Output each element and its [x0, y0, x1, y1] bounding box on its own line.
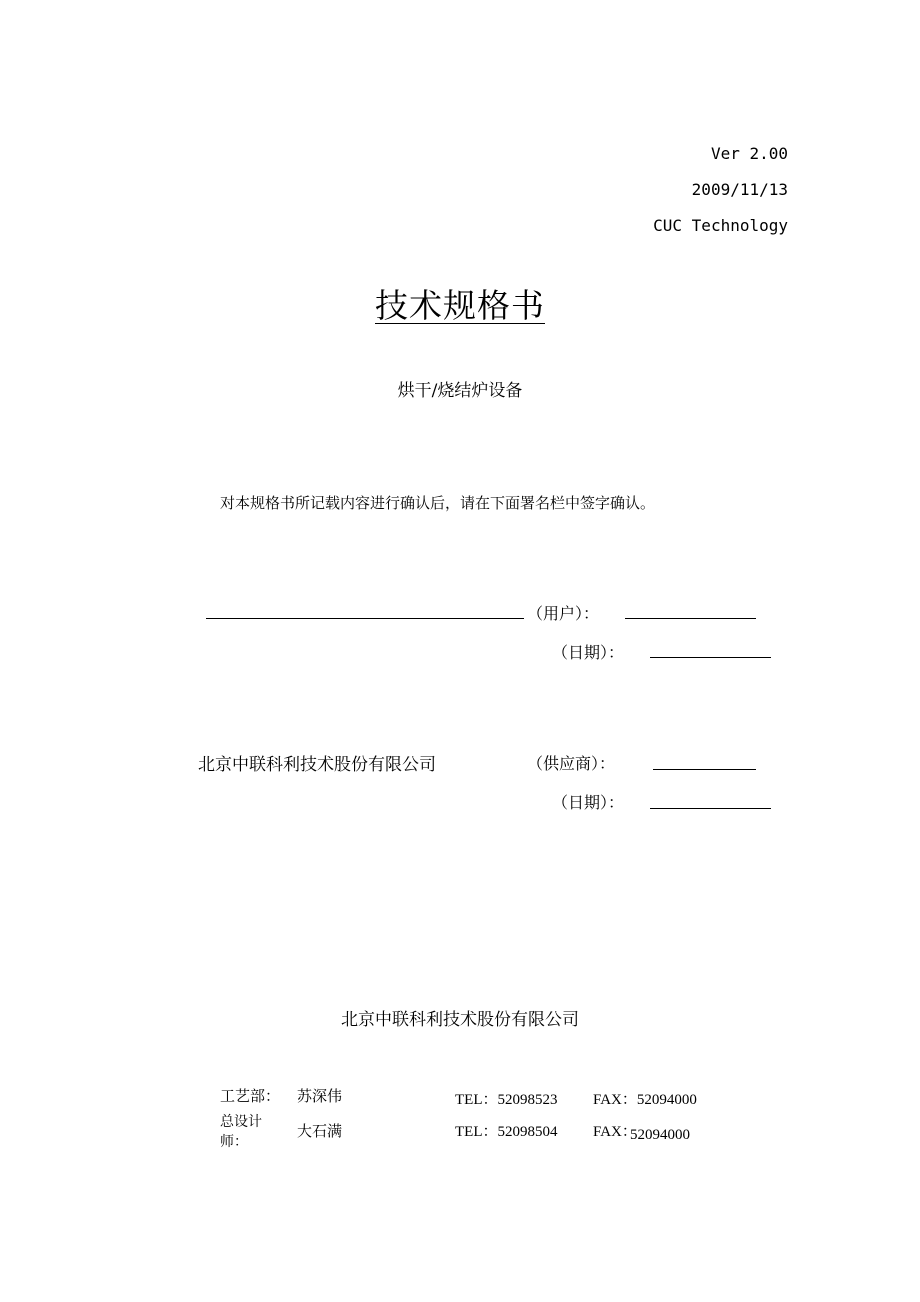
supplier-signature-line[interactable] — [653, 769, 756, 770]
user-date-label: （日期）： — [552, 643, 625, 662]
footer-company-name: 北京中联科利技术股份有限公司 — [341, 1010, 579, 1030]
contact-role-chief-designer-line1: 总设计 — [220, 1114, 262, 1130]
supplier-date-label: （日期）： — [552, 793, 625, 812]
supplier-date-line[interactable] — [650, 808, 771, 809]
supplier-company-name: 北京中联科利技术股份有限公司 — [198, 755, 436, 775]
contact-role-process-dept: 工艺部： — [220, 1087, 281, 1105]
version-label: Ver 2.00 — [710, 144, 788, 163]
user-label: （用户）： — [527, 604, 600, 623]
contact-name: 苏深伟 — [297, 1087, 343, 1105]
document-subtitle: 烘干/烧结炉设备 — [397, 381, 523, 401]
contact-name: 大石满 — [297, 1122, 343, 1140]
contact-fax-number: 52094000 — [630, 1127, 690, 1143]
contact-role-chief-designer-line2: 师： — [220, 1134, 248, 1150]
user-signature-line[interactable] — [625, 618, 756, 619]
user-name-line[interactable] — [206, 618, 524, 619]
document-title-text: 技术规格书 — [375, 286, 545, 325]
confirmation-instruction: 对本规格书所记载内容进行确认后，请在下面署名栏中签字确认。 — [220, 494, 656, 512]
company-english-name: CUC Technology — [653, 216, 788, 235]
contact-fax: FAX：52094000 — [593, 1092, 697, 1108]
document-title — [0, 280, 920, 327]
contact-fax-label: FAX： — [593, 1124, 637, 1140]
contact-tel: TEL：52098504 — [455, 1124, 558, 1140]
supplier-label: （供应商）： — [527, 754, 616, 773]
contact-tel: TEL：52098523 — [455, 1092, 558, 1108]
document-date: 2009/11/13 — [691, 180, 788, 199]
user-date-line[interactable] — [650, 657, 771, 658]
